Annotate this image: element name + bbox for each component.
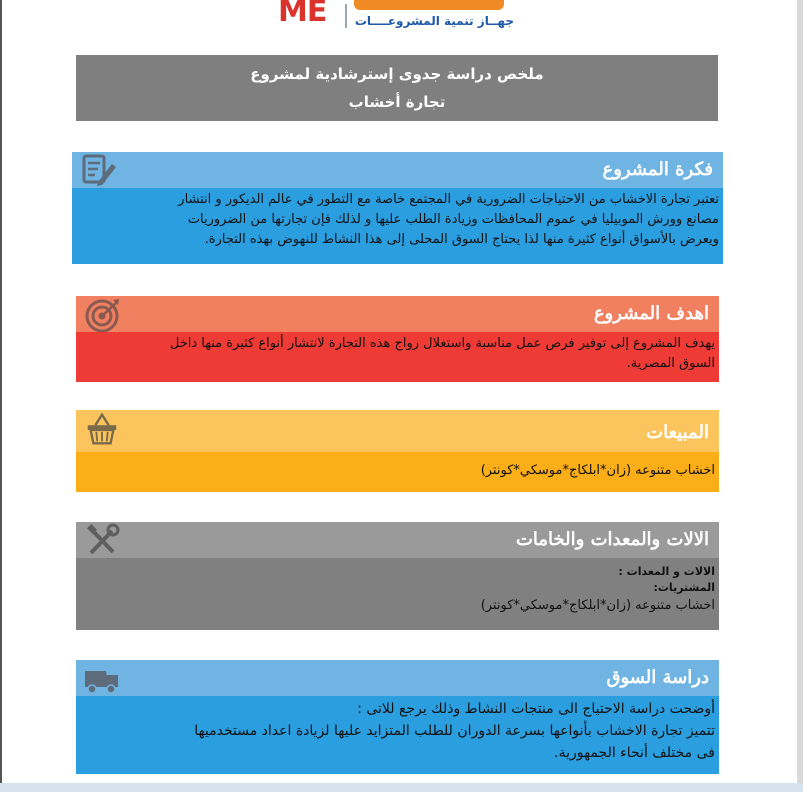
logo-divider — [345, 4, 347, 28]
body-line: تتميز تجارة الاخشاب بأنواعها بسرعة الدوران للطلب المتزايد عليها لزيادة اعداد مستخدميها — [194, 723, 715, 739]
body-line: اخشاب متنوعه (زان*ابلكاج*موسكي*كونتر) — [480, 598, 715, 613]
body-line: ويعرض بالأسواق أنواع كثيرة منها لذا يحتاج السوق المحلى إلى هذا النشاط للنهوض بهذه التجارة. — [204, 232, 719, 247]
section-body — [72, 188, 723, 264]
body-line: يهدف المشروع إلى توفير فرص عمل مناسبة واستغلال رواج هذه التجارة لانتشار أنواع كثيرة منها داخل — [169, 336, 715, 351]
section-header — [76, 296, 719, 332]
tools-icon — [82, 522, 122, 560]
section-equipment — [76, 522, 719, 630]
section-heading: اهدف المشروع — [593, 303, 709, 324]
section-body — [76, 452, 719, 492]
section-heading: فكرة المشروع — [602, 159, 713, 180]
section-project-idea — [72, 152, 723, 264]
page-edge-right — [797, 0, 803, 792]
section-body — [76, 332, 719, 382]
body-line: اخشاب متنوعه (زان*ابلكاج*موسكي*كونتر) — [480, 463, 715, 478]
section-header — [72, 152, 723, 188]
basket-icon — [82, 410, 122, 448]
page-edge-left — [0, 0, 2, 792]
title-line-1: ملخص دراسة جدوى إسترشادية لمشروع — [250, 65, 544, 83]
section-market-study — [76, 660, 719, 774]
purchases-label: المشتريات: — [653, 581, 715, 594]
section-heading: الالات والمعدات والخامات — [515, 529, 709, 550]
body-line: مصانع وورش الموبيليا في عموم المحافظات وزيادة الطلب عليها و لذلك فإن تجارتها من الضروريات — [187, 212, 719, 227]
section-header — [76, 410, 719, 452]
section-heading: دراسة السوق — [606, 667, 709, 688]
truck-icon — [82, 660, 122, 698]
bottom-strip — [0, 783, 803, 792]
org-logo — [270, 0, 530, 32]
logo-brand-shape — [354, 0, 504, 10]
section-project-goal — [76, 296, 719, 382]
target-icon — [82, 296, 122, 334]
section-header — [76, 522, 719, 558]
title-line-2: تجارة أخشاب — [348, 93, 446, 111]
logo-mark: ME — [278, 0, 327, 29]
body-line: السوق المصرية. — [626, 356, 715, 371]
section-heading: المبيعات — [646, 422, 709, 443]
logo-tagline: جهــاز تنمية المشروعــــات — [354, 14, 514, 28]
notepad-pencil-icon — [78, 152, 118, 190]
document-title — [76, 55, 718, 121]
section-body — [76, 696, 719, 774]
body-line: تعتبر تجارة الاخشاب من الاحتياجات الضرورية في المجتمع خاصة مع التطور في عالم الديكور و انتشار — [178, 192, 719, 207]
body-line: فى مختلف أنحاء الجمهورية. — [554, 745, 715, 761]
section-body — [76, 558, 719, 630]
section-header — [76, 660, 719, 696]
section-sales — [76, 410, 719, 492]
equipment-label: الالات و المعدات : — [618, 565, 715, 578]
body-line: أوضحت دراسة الاحتياج الى منتجات النشاط وذلك يرجع للاتى : — [357, 701, 715, 717]
